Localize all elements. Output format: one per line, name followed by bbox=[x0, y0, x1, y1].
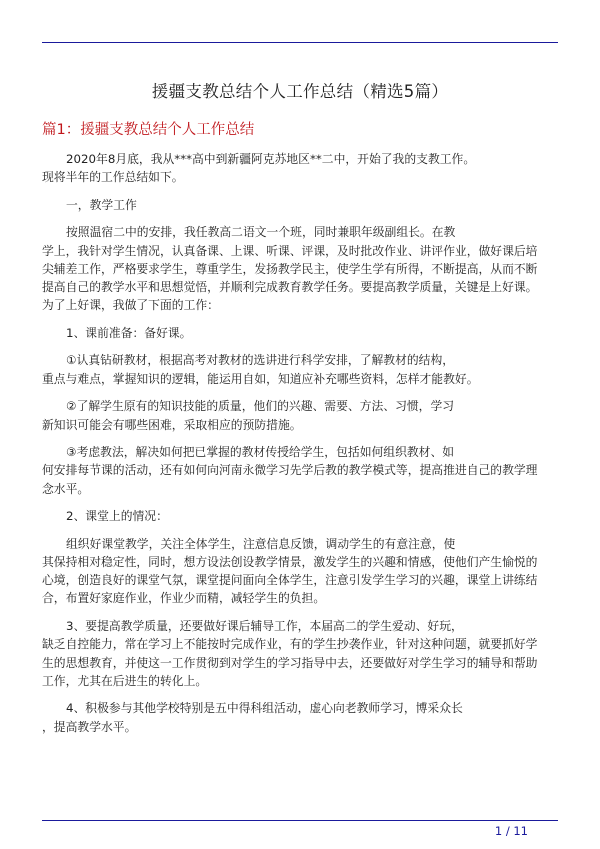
text-line: 心境，创造良好的课堂气氛，课堂提问面向全体学生，注意引发学生学习的兴趣，课堂上讲练结 bbox=[42, 573, 538, 588]
text-line: ①认真钻研教材，根据高考对教材的选讲进行科学安排，了解教材的结构， bbox=[66, 353, 455, 368]
body-paragraph bbox=[42, 150, 558, 187]
document-title: 援疆支教总结个人工作总结（精选5篇） bbox=[151, 82, 449, 101]
text-line: 按照温宿二中的安排，我任教高二语文一个班，同时兼职年级副组长。在教 bbox=[66, 225, 456, 240]
text-line: 合，布置好家庭作业，作业少而精，减轻学生的负担。 bbox=[42, 591, 326, 606]
text-line: 其保持相对稳定性，同时，想方设法创设教学情景，激发学生的兴趣和情感，使他们产生愉悦的 bbox=[42, 554, 538, 569]
section-heading bbox=[42, 507, 558, 525]
text-line: 重点与难点，掌握知识的逻辑，能运用自如，知道应补充哪些资料，怎样才能教好。 bbox=[42, 371, 479, 386]
text-line: 学上，我针对学生情况，认真备课、上课、听课、评课，及时批改作业、讲评作业，做好课后培 bbox=[42, 243, 538, 258]
text-line: ②了解学生原有的知识技能的质量，他们的兴趣、需要、方法、习惯，学习 bbox=[66, 399, 455, 414]
text-line: 新知识可能会有哪些困难，采取相应的预防措施。 bbox=[42, 417, 302, 432]
text-line: 3、要提高教学质量，还要做好课后辅导工作，本届高二的学生爱动、好玩， bbox=[66, 618, 463, 633]
text-line: 4、积极参与其他学校特别是五中得科组活动，虚心向老教师学习，博采众长 bbox=[66, 701, 463, 716]
body-paragraph bbox=[42, 699, 558, 736]
text-line: 生的思想教育，并使这一工作贯彻到对学生的学习指导中去，还要做好对学生学习的辅导和帮助 bbox=[42, 655, 538, 670]
body-paragraph bbox=[42, 351, 558, 388]
body-paragraph bbox=[42, 443, 558, 498]
text-line: 尖辅差工作，严格要求学生，尊重学生，发扬教学民主，使学生学有所得，不断提高，从而不断 bbox=[42, 261, 538, 276]
body-paragraph bbox=[42, 535, 558, 608]
text-line: 2、课堂上的情况： bbox=[66, 509, 168, 524]
body-paragraph bbox=[42, 397, 558, 434]
text-line: 现将半年的工作总结如下。 bbox=[42, 170, 184, 185]
text-line: 一，教学工作 bbox=[66, 197, 137, 212]
document-body bbox=[42, 150, 558, 745]
text-line: 2020年8月底，我从***高中到新疆阿克苏地区**二中，开始了我的支教工作。 bbox=[66, 152, 476, 166]
text-line: ，提高教学水平。 bbox=[42, 719, 137, 734]
text-line: 提高自己的教学水平和思想觉悟，并顺利完成教育教学任务。要提高教学质量，关键是上好课。 bbox=[42, 280, 538, 295]
body-paragraph bbox=[42, 223, 558, 314]
section-subtitle: 篇1：援疆支教总结个人工作总结 bbox=[42, 122, 255, 138]
text-line: 1、课前准备：备好课。 bbox=[66, 325, 192, 340]
header-rule bbox=[42, 42, 558, 43]
footer-rule bbox=[42, 820, 558, 821]
text-line: 组织好课堂教学，关注全体学生，注意信息反馈，调动学生的有意注意，使 bbox=[66, 536, 456, 551]
section-heading bbox=[42, 324, 558, 342]
text-line: 缺乏自控能力，常在学习上不能按时完成作业，有的学生抄袭作业，针对这种问题，就要抓好学 bbox=[42, 637, 538, 652]
page-number: 1 / 11 bbox=[494, 824, 528, 838]
text-line: 念水平。 bbox=[42, 481, 90, 496]
text-line: 工作，尤其在后进生的转化上。 bbox=[42, 673, 208, 688]
text-line: 为了上好课，我做了下面的工作： bbox=[42, 298, 219, 313]
body-paragraph bbox=[42, 617, 558, 690]
section-heading bbox=[42, 196, 558, 214]
text-line: 何安排每节课的活动，还有如何向河南永微学习先学后教的教学模式等，提高推进自己的教学理 bbox=[42, 463, 538, 478]
text-line: ③考虑教法，解决如何把已掌握的教材传授给学生，包括如何组织教材、如 bbox=[66, 444, 455, 459]
